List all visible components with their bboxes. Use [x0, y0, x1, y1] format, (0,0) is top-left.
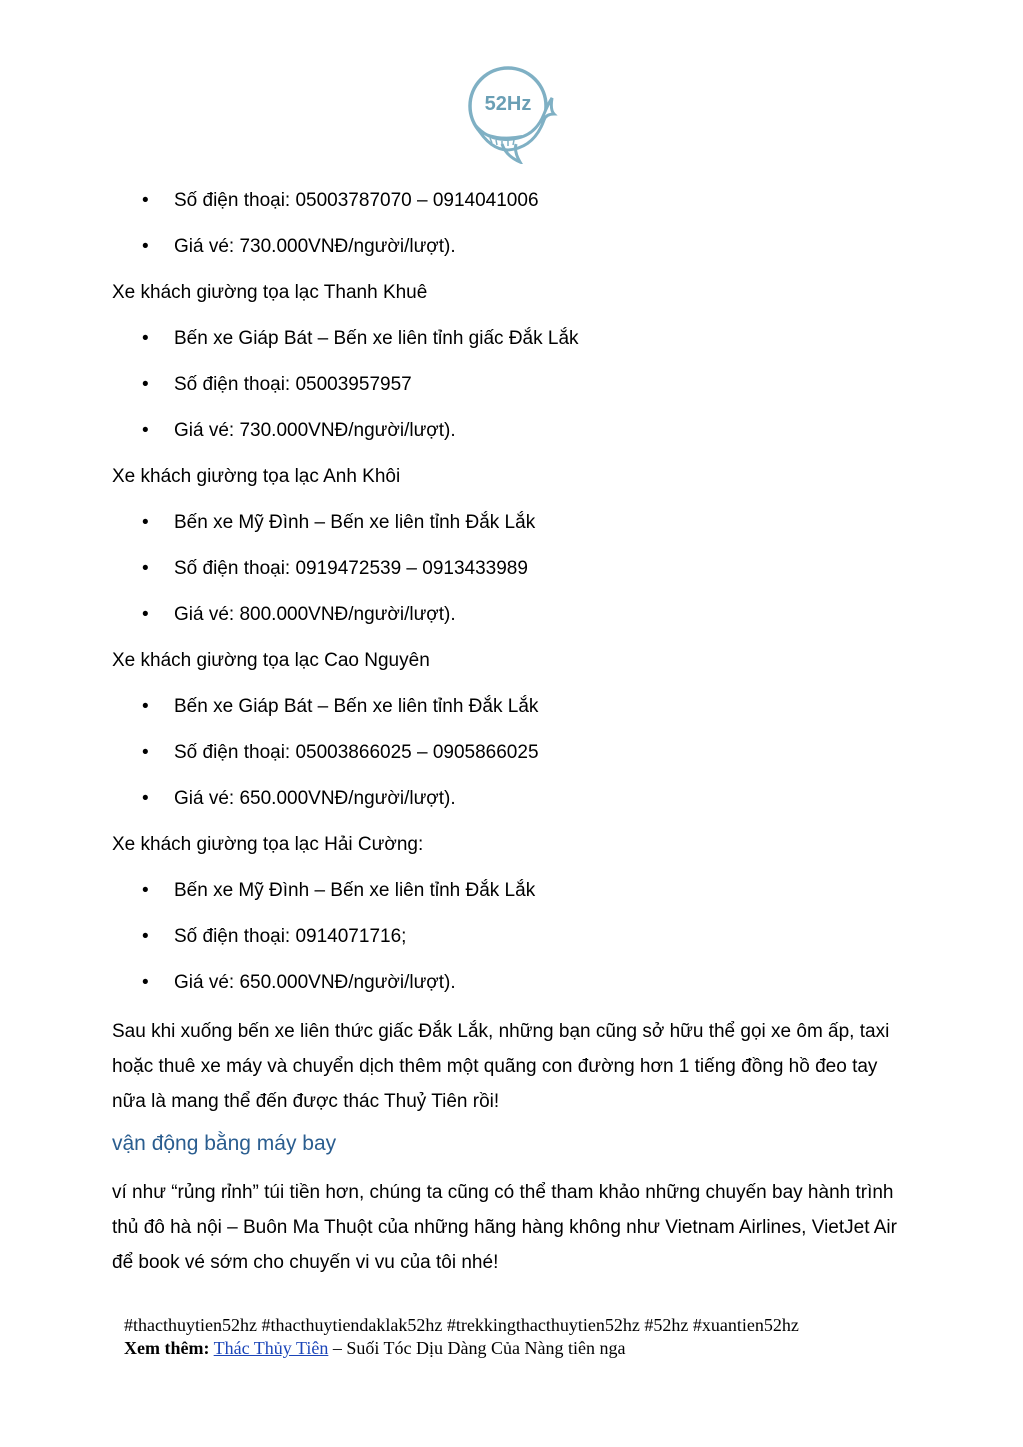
list-item: • Giá vé: 730.000VNĐ/người/lượt).: [112, 232, 902, 262]
bullet-icon: •: [142, 374, 149, 395]
list-item: • Giá vé: 650.000VNĐ/người/lượt).: [112, 968, 902, 998]
list-item: • Bến xe Mỹ Đình – Bến xe liên tỉnh Đắk Lắk: [112, 508, 902, 538]
subheading-airplane: vận động bằng máy bay: [112, 1132, 337, 1155]
bullet-icon: •: [142, 696, 149, 717]
hashtags: #thacthuytien52hz #thacthuytiendaklak52hz #trekkingthacthuytien52hz #52hz #xuantien52hz: [124, 1315, 799, 1335]
list-item: • Số điện thoại: 0919472539 – 0913433989: [112, 554, 902, 584]
bullet-icon: •: [142, 880, 149, 901]
bullet-icon: •: [142, 558, 149, 579]
list-item: • Bến xe Giáp Bát – Bến xe liên tỉnh giấc Đắk Lắk: [112, 324, 902, 354]
paragraph-taxi: Sau khi xuống bến xe liên thức giấc Đắk Lắk, những bạn cũng sở hữu thể gọi xe ôm ấp, taxi hoặc thuê xe máy và chuyển dịch thêm một quãng con đường hơn 1 tiếng đồng hồ đeo tay nữa là mang thể đến được thác Thuỷ Tiên rồi!: [112, 1021, 890, 1112]
bullet-icon: •: [142, 190, 149, 211]
section-heading: Xe khách giường tọa lạc Cao Nguyên: [112, 650, 430, 671]
list-item: • Giá vé: 650.000VNĐ/người/lượt).: [112, 784, 902, 814]
logo-text: 52Hz: [484, 93, 532, 115]
list-item: • Bến xe Giáp Bát – Bến xe liên tỉnh Đắk Lắk: [112, 692, 902, 722]
list-item: • Giá vé: 730.000VNĐ/người/lượt).: [112, 416, 902, 446]
document-body: [112, 186, 902, 1290]
list-item: • Số điện thoại: 05003787070 – 0914041006: [112, 186, 902, 216]
see-more-line: [124, 1337, 884, 1360]
list-item: • Số điện thoại: 05003957957: [112, 370, 902, 400]
bullet-icon: •: [142, 742, 149, 763]
bullet-icon: •: [142, 420, 149, 441]
list-item: • Số điện thoại: 0914071716;: [112, 922, 902, 952]
bullet-icon: •: [142, 236, 149, 257]
section-heading: Xe khách giường tọa lạc Anh Khôi: [112, 466, 401, 487]
list-item: • Giá vé: 800.000VNĐ/người/lượt).: [112, 600, 902, 630]
bullet-icon: •: [142, 788, 149, 809]
bullet-icon: •: [142, 512, 149, 533]
brand-logo: [462, 64, 562, 164]
list-item: • Số điện thoại: 05003866025 – 0905866025: [112, 738, 902, 768]
list-item: • Bến xe Mỹ Đình – Bến xe liên tỉnh Đắk Lắk: [112, 876, 902, 906]
see-more-label: Xem thêm:: [124, 1338, 210, 1358]
bullet-icon: •: [142, 604, 149, 625]
bullet-icon: •: [142, 972, 149, 993]
see-more-rest: – Suối Tóc Dịu Dàng Của Nàng tiên nga: [328, 1338, 626, 1358]
section-heading: Xe khách giường tọa lạc Hải Cường:: [112, 834, 424, 855]
section-heading: Xe khách giường tọa lạc Thanh Khuê: [112, 282, 428, 303]
whale-logo-icon: [462, 64, 562, 164]
footer: [124, 1314, 884, 1360]
bullet-icon: •: [142, 328, 149, 349]
bullet-icon: •: [142, 926, 149, 947]
see-more-link[interactable]: Thác Thủy Tiên: [213, 1338, 329, 1358]
paragraph-flights: ví như “rủng rỉnh” túi tiền hơn, chúng ta cũng có thể tham khảo những chuyến bay hành trình thủ đô hà nội – Buôn Ma Thuột của những hãng hàng không như Vietnam Airlines, VietJet Air để book vé sớm cho chuyến vi vu của tôi nhé!: [112, 1182, 897, 1273]
